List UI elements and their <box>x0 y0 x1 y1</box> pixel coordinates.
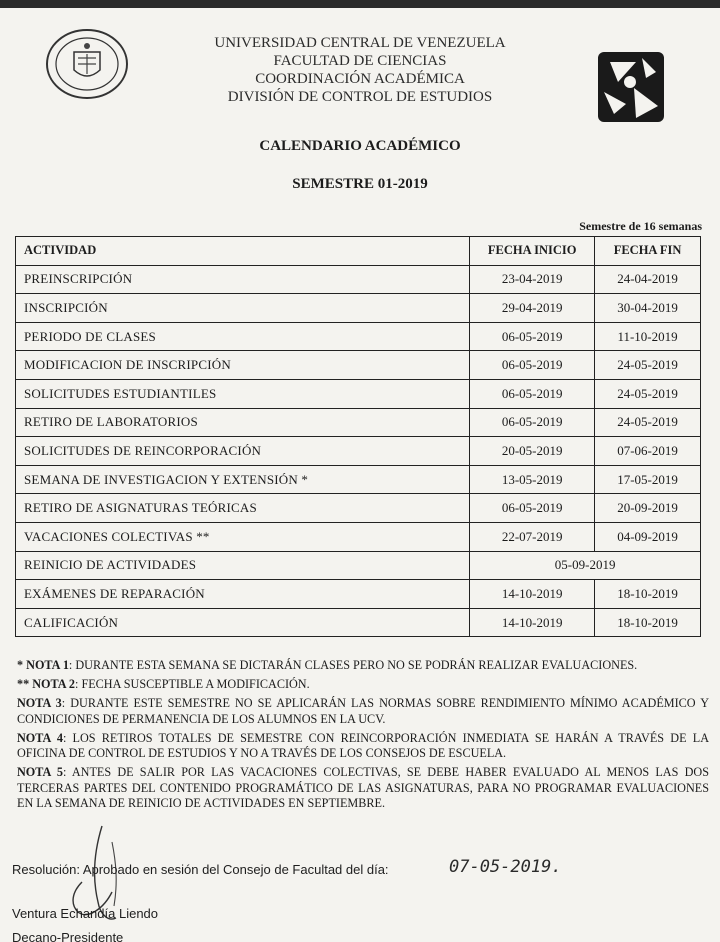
academic-calendar-table <box>15 236 701 637</box>
end-date-cell: 30-04-2019 <box>595 294 701 323</box>
table-row <box>16 351 701 380</box>
note-label: ** NOTA 2 <box>17 677 76 691</box>
top-edge-shadow <box>0 0 720 8</box>
activity-cell: SOLICITUDES DE REINCORPORACIÓN <box>16 437 470 466</box>
activity-cell: SEMANA DE INVESTIGACION Y EXTENSIÓN * <box>16 465 470 494</box>
start-date-cell: 29-04-2019 <box>470 294 595 323</box>
single-date-cell: 05-09-2019 <box>470 551 701 580</box>
heading-line-division: DIVISIÓN DE CONTROL DE ESTUDIOS <box>227 89 493 105</box>
resolution-text: Resolución: Aprobado en sesión del Consejo de Facultad del día: <box>12 862 389 877</box>
end-date-cell: 18-10-2019 <box>595 608 701 637</box>
activity-cell: RETIRO DE LABORATORIOS <box>16 408 470 437</box>
university-seal-icon <box>44 28 130 100</box>
start-date-cell: 14-10-2019 <box>470 580 595 609</box>
faculty-logo-icon <box>596 48 666 126</box>
document-header <box>0 28 720 118</box>
end-date-cell: 17-05-2019 <box>595 465 701 494</box>
table-row <box>16 494 701 523</box>
notes-section <box>17 658 709 815</box>
start-date-cell: 20-05-2019 <box>470 437 595 466</box>
header-start-date: FECHA INICIO <box>470 237 595 266</box>
start-date-cell: 22-07-2019 <box>470 522 595 551</box>
activity-cell: CALIFICACIÓN <box>16 608 470 637</box>
page-title: CALENDARIO ACADÉMICO <box>259 138 461 154</box>
note-label: NOTA 4 <box>17 730 63 745</box>
note-5 <box>17 765 709 812</box>
note-3 <box>17 696 709 727</box>
table-row <box>16 580 701 609</box>
table-row <box>16 522 701 551</box>
activity-cell: REINICIO DE ACTIVIDADES <box>16 551 470 580</box>
end-date-cell: 11-10-2019 <box>595 322 701 351</box>
approval-date: 07-05-2019. <box>449 857 562 877</box>
activity-cell: INSCRIPCIÓN <box>16 294 470 323</box>
table-row <box>16 465 701 494</box>
note-text: : ANTES DE SALIR POR LAS VACACIONES COLECTIVAS, SE DEBE HABER EVALUADO AL MENOS LAS DOS TERCERAS PARTES DEL CONTENIDO PROGRAMÁTICO DE LAS ASIGNATURAS, PARA NO PROGRAMAR EVALUACIONES EN LA SEMANA DE REINICIO DE ACTIVIDADES EN SEPTIEMBRE. <box>17 765 709 810</box>
note-text: : LOS RETIROS TOTALES DE SEMESTRE CON REINCORPORACIÓN INMEDIATA SE HARÁN A TRAVÉS DE LA OFICINA DE CONTROL DE ESTUDIOS Y NO A TRAVÉS DE LOS CONSEJOS DE ESCUELA. <box>17 730 709 760</box>
note-text: : DURANTE ESTA SEMANA SE DICTARÁN CLASES PERO NO SE PODRÁN REALIZAR EVALUACIONES. <box>68 658 638 672</box>
table-row <box>16 379 701 408</box>
end-date-cell: 24-05-2019 <box>595 379 701 408</box>
start-date-cell: 14-10-2019 <box>470 608 595 637</box>
end-date-cell: 04-09-2019 <box>595 522 701 551</box>
note-1 <box>17 658 709 674</box>
activity-cell: SOLICITUDES ESTUDIANTILES <box>16 379 470 408</box>
start-date-cell: 06-05-2019 <box>470 322 595 351</box>
table-row <box>16 608 701 637</box>
heading-line-faculty: FACULTAD DE CIENCIAS <box>273 53 447 69</box>
start-date-cell: 23-04-2019 <box>470 265 595 294</box>
header-end-date: FECHA FIN <box>595 237 701 266</box>
table-row <box>16 551 701 580</box>
activity-cell: RETIRO DE ASIGNATURAS TEÓRICAS <box>16 494 470 523</box>
start-date-cell: 06-05-2019 <box>470 351 595 380</box>
start-date-cell: 06-05-2019 <box>470 494 595 523</box>
table-row <box>16 322 701 351</box>
signer-name: Ventura Echandía Liendo <box>12 906 159 921</box>
activity-cell: VACACIONES COLECTIVAS ** <box>16 522 470 551</box>
heading-line-university: UNIVERSIDAD CENTRAL DE VENEZUELA <box>214 35 506 51</box>
activity-cell: PREINSCRIPCIÓN <box>16 265 470 294</box>
note-2 <box>17 677 709 693</box>
note-text: : DURANTE ESTE SEMESTRE NO SE APLICARÁN LAS NORMAS SOBRE RENDIMIENTO MÍNIMO ACADÉMICO Y CONDICIONES DE PERMANENCIA DE LOS ALUMNOS EN LA UCV. <box>17 696 709 726</box>
note-label: NOTA 3 <box>17 696 62 710</box>
note-label: * NOTA 1 <box>17 658 69 672</box>
table-row <box>16 265 701 294</box>
note-4 <box>17 731 709 762</box>
handwritten-signature-icon <box>42 822 152 942</box>
end-date-cell: 07-06-2019 <box>595 437 701 466</box>
semester-subtitle: SEMESTRE 01-2019 <box>292 176 428 192</box>
start-date-cell: 06-05-2019 <box>470 379 595 408</box>
end-date-cell: 24-05-2019 <box>595 408 701 437</box>
activity-cell: MODIFICACION DE INSCRIPCIÓN <box>16 351 470 380</box>
end-date-cell: 18-10-2019 <box>595 580 701 609</box>
activity-cell: PERIODO DE CLASES <box>16 322 470 351</box>
semester-weeks-label: Semestre de 16 semanas <box>579 219 702 233</box>
table-row <box>16 408 701 437</box>
note-label: NOTA 5 <box>17 765 63 779</box>
end-date-cell: 24-05-2019 <box>595 351 701 380</box>
start-date-cell: 06-05-2019 <box>470 408 595 437</box>
activity-cell: EXÁMENES DE REPARACIÓN <box>16 580 470 609</box>
end-date-cell: 24-04-2019 <box>595 265 701 294</box>
signer-position: Decano-Presidente <box>12 930 124 942</box>
start-date-cell: 13-05-2019 <box>470 465 595 494</box>
header-activity: ACTIVIDAD <box>16 237 470 266</box>
institution-heading <box>170 34 550 106</box>
end-date-cell: 20-09-2019 <box>595 494 701 523</box>
table-header-row <box>16 237 701 266</box>
heading-line-coordination: COORDINACIÓN ACADÉMICA <box>255 71 465 87</box>
table-row <box>16 437 701 466</box>
note-text: : FECHA SUSCEPTIBLE A MODIFICACIÓN. <box>75 677 310 691</box>
table-row <box>16 294 701 323</box>
